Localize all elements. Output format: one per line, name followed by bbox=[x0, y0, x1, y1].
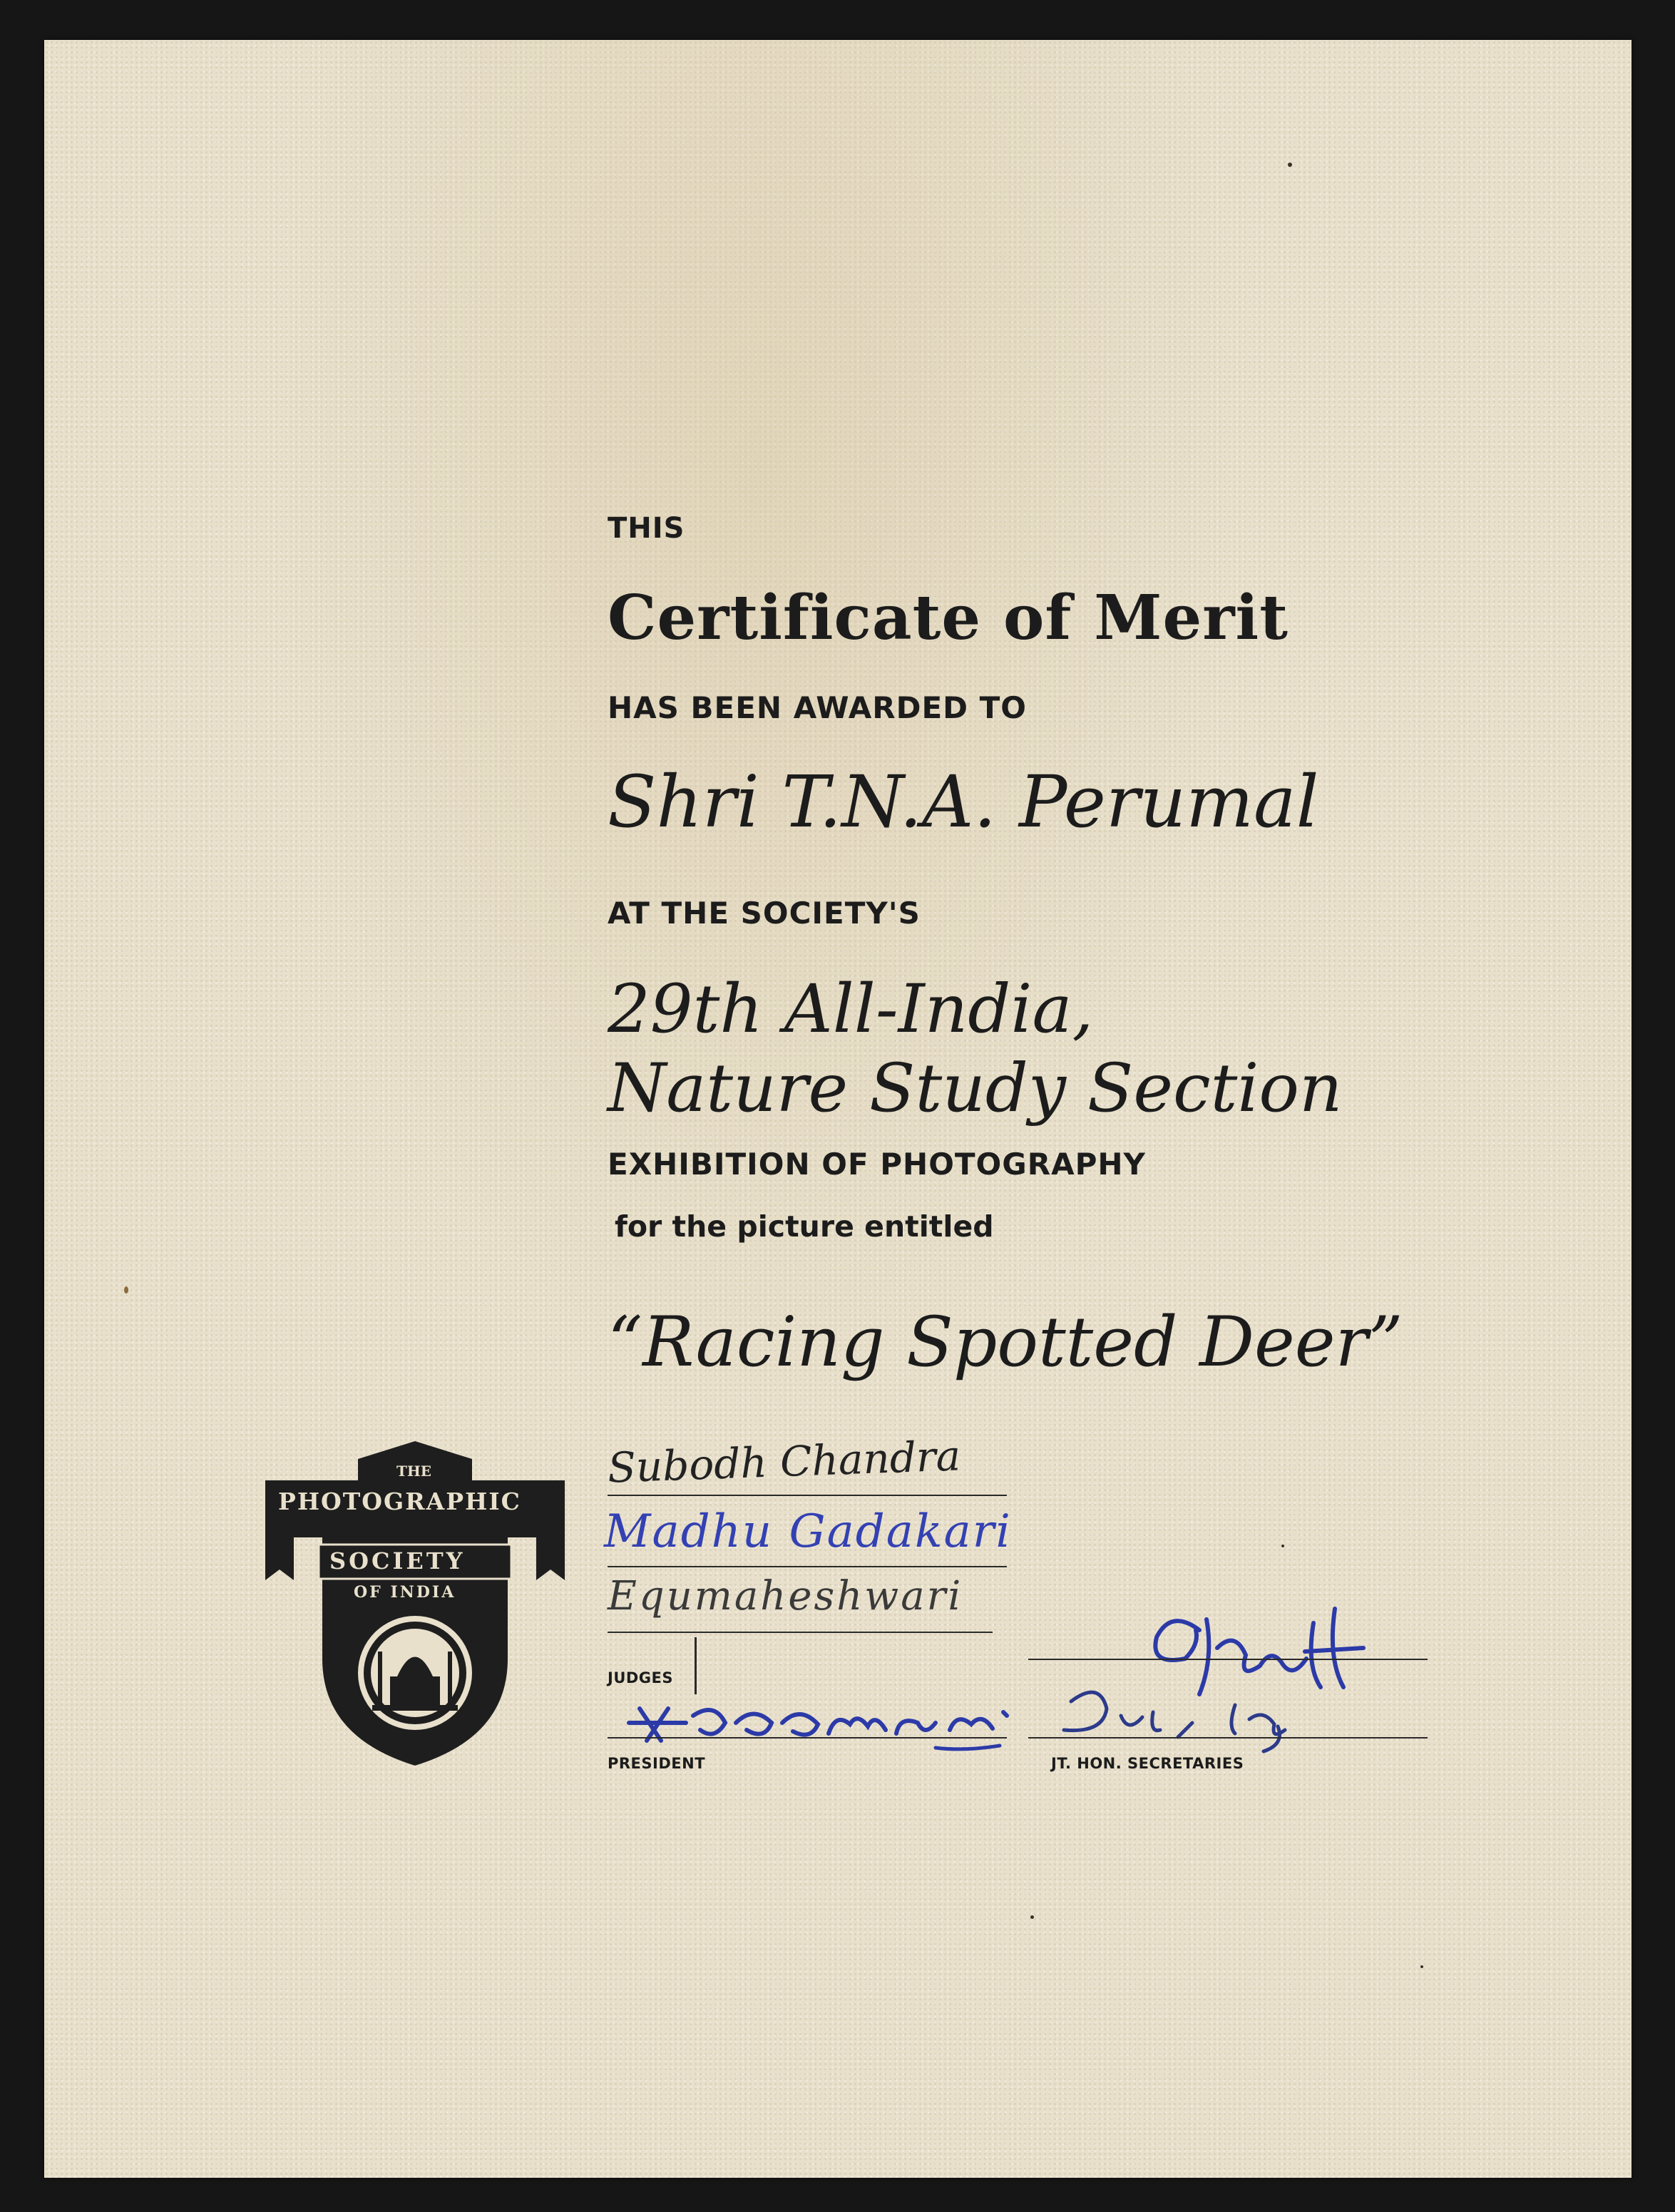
logo-line-the: THE bbox=[396, 1463, 432, 1480]
paper-speck bbox=[1420, 1965, 1423, 1968]
logo-line-society: SOCIETY bbox=[329, 1547, 466, 1574]
event-line-1: 29th All-India, bbox=[608, 971, 1094, 1048]
exhibition-line: EXHIBITION OF PHOTOGRAPHY bbox=[608, 1147, 1146, 1182]
society-line: AT THE SOCIETY'S bbox=[608, 896, 921, 931]
paper-speck bbox=[1288, 163, 1292, 167]
logo-line-photographic: PHOTOGRAPHIC bbox=[278, 1488, 521, 1515]
president-signature bbox=[600, 1680, 1057, 1758]
judge-line-3 bbox=[608, 1632, 993, 1633]
awarded-line: HAS BEEN AWARDED TO bbox=[608, 690, 1027, 725]
secretary-line-1 bbox=[1028, 1659, 1428, 1660]
judge-line-1 bbox=[608, 1495, 1007, 1496]
certificate-paper bbox=[44, 40, 1632, 2178]
certificate-title: Certificate of Merit bbox=[608, 582, 1289, 654]
judge-signature-3: Equmaheshwari bbox=[608, 1573, 963, 1619]
secretaries-label: JT. HON. SECRETARIES bbox=[1051, 1755, 1244, 1772]
judge-signature-1: Subodh Chandra bbox=[606, 1431, 962, 1492]
event-line-2: Nature Study Section bbox=[608, 1050, 1343, 1127]
recipient-name: Shri T.N.A. Perumal bbox=[608, 760, 1319, 844]
picture-line: for the picture entitled bbox=[615, 1209, 994, 1244]
intro-text: THIS bbox=[608, 512, 685, 545]
judge-line-2 bbox=[608, 1566, 1007, 1567]
judge-signature-2: Madhu Gadakari bbox=[604, 1505, 1012, 1558]
picture-title: “Racing Spotted Deer” bbox=[608, 1302, 1403, 1382]
logo-line-india: OF INDIA bbox=[354, 1583, 456, 1602]
secretary-signature-2 bbox=[1021, 1673, 1349, 1751]
judges-label: JUDGES bbox=[608, 1669, 674, 1686]
president-label: PRESIDENT bbox=[608, 1755, 706, 1772]
paper-speck bbox=[1281, 1545, 1284, 1547]
paper-speck bbox=[1030, 1915, 1034, 1919]
paper-speck bbox=[124, 1286, 128, 1294]
secretary-line-2 bbox=[1028, 1737, 1428, 1739]
president-line bbox=[608, 1737, 1007, 1739]
